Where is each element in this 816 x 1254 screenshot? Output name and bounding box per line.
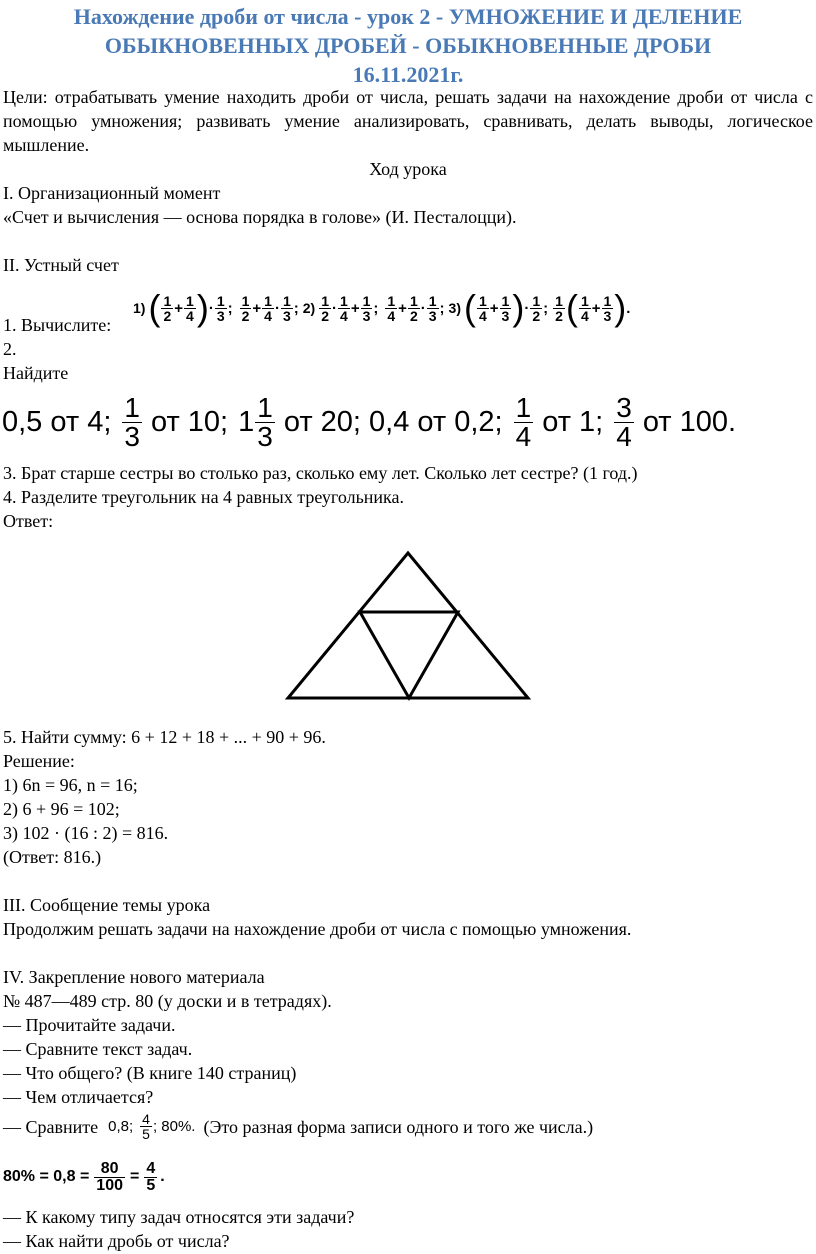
math-token: 4 [515, 420, 532, 452]
section4-line-3: — Сравните текст задач. [3, 1039, 193, 1059]
math-token: 2 [321, 307, 330, 324]
math-token: 1 [515, 391, 532, 423]
math-token: 80% = 0,8 = [3, 1168, 90, 1185]
math-token: ( [565, 287, 578, 328]
math-token: ; [543, 299, 549, 317]
math-token: 4 [580, 307, 589, 324]
fraction [215, 294, 227, 323]
fraction [427, 294, 439, 323]
fraction [184, 294, 196, 323]
task2-number: 2. [3, 339, 17, 359]
answer-label: Ответ: [3, 511, 54, 531]
compare-suffix: (Это разная форма записи одного и того же числа.) [203, 1116, 594, 1137]
math-token: 1 [555, 292, 563, 309]
fraction [602, 294, 614, 323]
math-token: 3 [603, 307, 612, 324]
math-token: 1) [133, 300, 146, 316]
math-token: 4 [186, 307, 194, 324]
math-token: . [626, 299, 631, 317]
math-token: 1 [216, 292, 225, 309]
expressions-image [133, 283, 753, 333]
lesson-goals: Цели: отрабатывать умение находить дроби от числа, решать задачи на нахождение дроби от числа с помощью умножения; развивать умение анализировать, сравнивать, делать выводы, логическое мышление. [3, 87, 813, 155]
solution-label: Решение: [3, 751, 75, 771]
math-token: + [489, 299, 499, 317]
fraction [514, 391, 534, 452]
fraction [500, 294, 512, 323]
math-token: + [398, 299, 407, 317]
section1-quote: «Счет и вычисления — основа порядка в голове» (И. Песталоцци). [3, 207, 517, 227]
task3: 3. Брат старше сестры во столько раз, сколько ему лет. Сколько лет сестре? (1 год.) [3, 463, 638, 483]
fraction [530, 294, 542, 323]
math-token: ; [373, 299, 379, 317]
math-token: 1 [501, 292, 510, 309]
solution-step-2: 2) 6 + 96 = 102; [3, 799, 120, 819]
lesson-flow-heading: Ход урока [369, 159, 447, 179]
inner-triangle [360, 612, 458, 698]
math-token: + [252, 299, 262, 317]
math-token: ; [293, 299, 299, 317]
fraction [614, 391, 634, 452]
math-token: 1 [387, 292, 396, 309]
math-token: 4 [340, 307, 348, 324]
section3-heading: III. Сообщение темы урока [3, 895, 211, 915]
fraction [361, 294, 373, 323]
fraction [553, 294, 565, 323]
math-token: 2 [555, 307, 563, 324]
section4-line-6: — К какому типу задач относятся эти задачи? [3, 1207, 355, 1227]
fraction [385, 294, 397, 323]
math-token: + [591, 299, 601, 317]
math-token: 2 [532, 307, 541, 324]
math-token: 3 [362, 307, 371, 324]
fraction [281, 294, 293, 323]
math-token: 3 [282, 307, 291, 324]
math-token: ; [227, 299, 233, 317]
math-token: 1 [362, 292, 371, 309]
fraction [140, 1112, 152, 1141]
math-token: от 100. [642, 405, 737, 438]
math-token: · [332, 299, 338, 317]
section2-heading: II. Устный счет [3, 255, 119, 275]
math-token: 1 [257, 391, 273, 423]
task2-label: Найдите [3, 363, 69, 383]
math-token: 3 [257, 420, 273, 452]
divided-triangle-figure [280, 548, 536, 704]
math-token: 1 [282, 292, 291, 309]
math-token: 1 [532, 292, 541, 309]
fraction [144, 1161, 157, 1194]
section4-line-7: — Как найти дробь от числа? [3, 1231, 230, 1251]
math-token: · [420, 299, 426, 317]
math-token: · [524, 299, 530, 317]
math-token: + [174, 299, 184, 317]
math-token: = [130, 1168, 140, 1185]
math-token: ( [463, 287, 476, 328]
fraction [477, 294, 489, 323]
math-token: 3 [616, 391, 632, 423]
fraction [161, 294, 173, 323]
math-token: ( [148, 287, 161, 328]
math-token: 80 [100, 1159, 119, 1177]
math-token: 1 [603, 292, 612, 309]
math-token: от 20; 0,4 от 0,2; [283, 405, 503, 438]
fraction [338, 294, 350, 323]
title-date: 16.11.2021г. [352, 62, 464, 87]
math-token: 4 [478, 307, 487, 324]
compare-values-image [108, 1112, 195, 1141]
task4: 4. Разделите треугольник на 4 равных треугольника. [3, 487, 405, 507]
section1-heading: I. Организационный момент [3, 183, 221, 203]
fraction [262, 294, 274, 323]
section4-heading: IV. Закрепление нового материала [3, 967, 265, 987]
math-token: · [208, 299, 214, 317]
fraction [255, 391, 275, 452]
math-token: 2 [241, 307, 250, 324]
math-token: 1 [340, 292, 348, 309]
math-token: 1 [241, 292, 250, 309]
compare-line [3, 1112, 593, 1141]
fraction [408, 294, 420, 323]
fraction [240, 294, 252, 323]
math-token: 4 [146, 1159, 156, 1177]
math-token: ) [614, 287, 627, 328]
title-line-1: Нахождение дроби от числа - урок 2 - УМНОЖЕНИЕ И ДЕЛЕНИЕ [73, 4, 743, 29]
find-fractions-image [2, 384, 802, 460]
equality-image [3, 1152, 165, 1202]
math-token: 3) [448, 300, 461, 316]
fraction [319, 294, 331, 323]
fraction [94, 1161, 125, 1194]
math-token: ; [439, 299, 445, 317]
math-token: 1 [478, 292, 487, 309]
math-token: 1 [163, 292, 172, 309]
math-token: 3 [501, 307, 510, 324]
math-token: 4 [616, 420, 632, 452]
math-token: 1 [238, 405, 255, 438]
math-token: ) [196, 287, 209, 328]
solution-step-3: 3) 102 · (16 : 2) = 816. [3, 823, 169, 843]
math-token: 2 [409, 307, 418, 324]
math-token: 100 [96, 1176, 123, 1194]
section4-line-5: — Чем отличается? [3, 1087, 154, 1107]
math-token: 4 [264, 307, 272, 324]
task5: 5. Найти сумму: 6 + 12 + 18 + ... + 90 + 96. [3, 727, 326, 747]
math-token: ) [512, 287, 525, 328]
outer-triangle [288, 553, 528, 698]
math-token: от 1; [542, 405, 604, 438]
solution-step-1: 1) 6n = 96, n = 16; [3, 775, 138, 795]
task1-label: 1. Вычислите: [3, 315, 112, 335]
math-token: . [160, 1168, 165, 1185]
math-token: 3 [428, 307, 437, 324]
section3-text: Продолжим решать задачи на нахождение дроби от числа с помощью умножения. [3, 919, 632, 939]
math-token: 3 [216, 307, 225, 324]
math-token: от 10; [150, 405, 229, 438]
math-token: 1 [409, 292, 418, 309]
math-token: 5 [146, 1176, 156, 1194]
math-token: 0,8; [108, 1117, 134, 1135]
math-token: · [274, 299, 280, 317]
page-title [0, 2, 816, 89]
title-line-2: ОБЫКНОВЕННЫХ ДРОБЕЙ - ОБЫКНОВЕННЫЕ ДРОБИ [104, 33, 712, 58]
math-token: 4 [142, 1111, 150, 1127]
section4-line-2: — Прочитайте задачи. [3, 1015, 176, 1035]
fraction [579, 294, 591, 323]
math-token: 1 [186, 292, 194, 309]
section4-line-4: — Что общего? (В книге 140 страниц) [3, 1063, 297, 1083]
math-token: 3 [124, 420, 140, 452]
compare-prefix: — Сравните [3, 1116, 99, 1137]
math-token: 1 [264, 292, 272, 309]
math-token: 4 [387, 307, 396, 324]
fraction [122, 391, 142, 452]
math-token: ; 80%. [152, 1117, 196, 1135]
math-token: 1 [321, 292, 330, 309]
math-token: 1 [428, 292, 437, 309]
math-token: 1 [580, 292, 589, 309]
math-token: + [350, 299, 360, 317]
solution-answer: (Ответ: 816.) [3, 847, 102, 867]
math-token: 0,5 от 4; [2, 405, 112, 438]
math-token: 2) [302, 300, 316, 316]
math-token: 1 [124, 391, 140, 423]
section4-line-1: № 487—489 стр. 80 (у доски и в тетрадях). [3, 991, 332, 1011]
math-token: 2 [163, 307, 172, 324]
math-token: 5 [142, 1126, 150, 1142]
